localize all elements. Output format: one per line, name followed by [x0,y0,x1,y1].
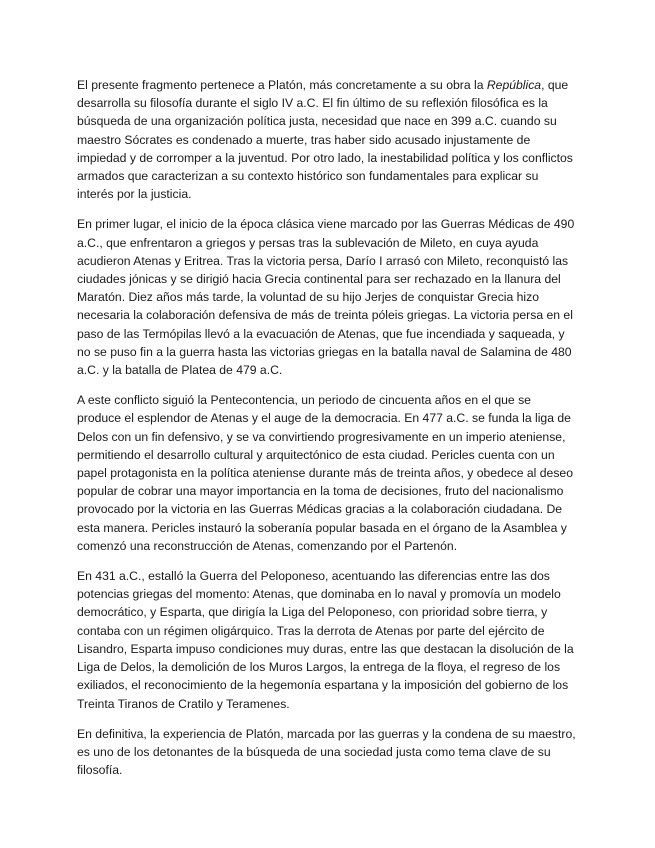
paragraph-introduction-rest: , que desarrolla su filosofía durante el siglo IV a.C. El fin último de su reflexión filosófica es la búsqueda de una organización política justa, necesidad que nace en 399 a.C. cuando su maestro Sócrates es condenado a muerte, tras haber sido acusado injustamente de impiedad y de corromper a la juventud. Por otro lado, la inestabilidad política y los conflictos armados que caracterizan a su contexto histórico son fundamentales para explicar su interés por la justicia. [77,78,573,202]
paragraph-guerras-medicas: En primer lugar, el inicio de la época clásica viene marcado por las Guerras Médicas de 490 a.C., que enfrentaron a griegos y persas tras la sublevación de Mileto, en cuya ayuda acudieron Atenas y Eritrea. Tras la victoria persa, Darío I arrasó con Mileto, reconquistó las ciudades jónicas y se dirigió hacia Grecia continental para ser rechazado en la llanura del Maratón. Diez años más tarde, la voluntad de su hijo Jerjes de conquistar Grecia hizo necesaria la colaboración defensiva de más de treinta póleis griegas. La victoria persa en el paso de las Termópilas llevó a la evacuación de Atenas, que fue incendiada y saqueada, y no se puso fin a la guerra hasta las victorias griegas en la batalla naval de Salamina de 480 a.C. y la batalla de Platea de 479 a.C. [77,217,575,378]
paragraph-pentecontencia: A este conflicto siguió la Pentecontencia, un periodo de cincuenta años en el que se produce el esplendor de Atenas y el auge de la democracia. En 477 a.C. se funda la liga de Delos con un fin defensivo, y se va convirtiendo progresivamente en un imperio ateniense, permitiendo el desarrollo cultural y arquitectónico de esta ciudad. Pericles cuenta con un papel protagonista en la política ateniense durante más de treinta años, y obedece al deseo popular de cobrar una mayor importancia en la toma de decisiones, fruto del nacionalismo provocado por la victoria en las Guerras Médicas gracias a la colaboración ciudadana. De esta manera. Pericles instauró la soberanía popular basada en el órgano de la Asamblea y comenzó una reconstrucción de Atenas, comenzando por el Partenón. [77,393,573,553]
paragraph-introduction-start: El presente fragmento pertenece a Platón, más concretamente a su obra la [77,78,487,92]
document-page [77,76,577,791]
paragraph-guerra-peloponeso: En 431 a.C., estalló la Guerra del Peloponeso, acentuando las diferencias entre las dos potencias griegas del momento: Atenas, que dominaba en lo naval y promovía un modelo democrático, y Esparta, que dirigía la Liga del Peloponeso, con prioridad sobre tierra, y contaba con un régimen oligárquico. Tras la derrota de Atenas por parte del ejército de Lisandro, Esparta impuso condiciones muy duras, entre las que destacan la disolución de la Liga de Delos, la demolición de los Muros Largos, la entrega de la floya, el regreso de los exiliados, el reconocimiento de la hegemonía espartana y la imposición del gobierno de los Treinta Tiranos de Cratilo y Teramenes. [77,569,574,711]
paragraph-conclusion: En definitiva, la experiencia de Platón, marcada por las guerras y la condena de su maestro, es uno de los detonantes de la búsqueda de una sociedad justa como tema clave de su filosofía. [77,726,576,778]
paragraph-introduction [77,76,577,203]
book-title-republica: República [486,78,542,92]
